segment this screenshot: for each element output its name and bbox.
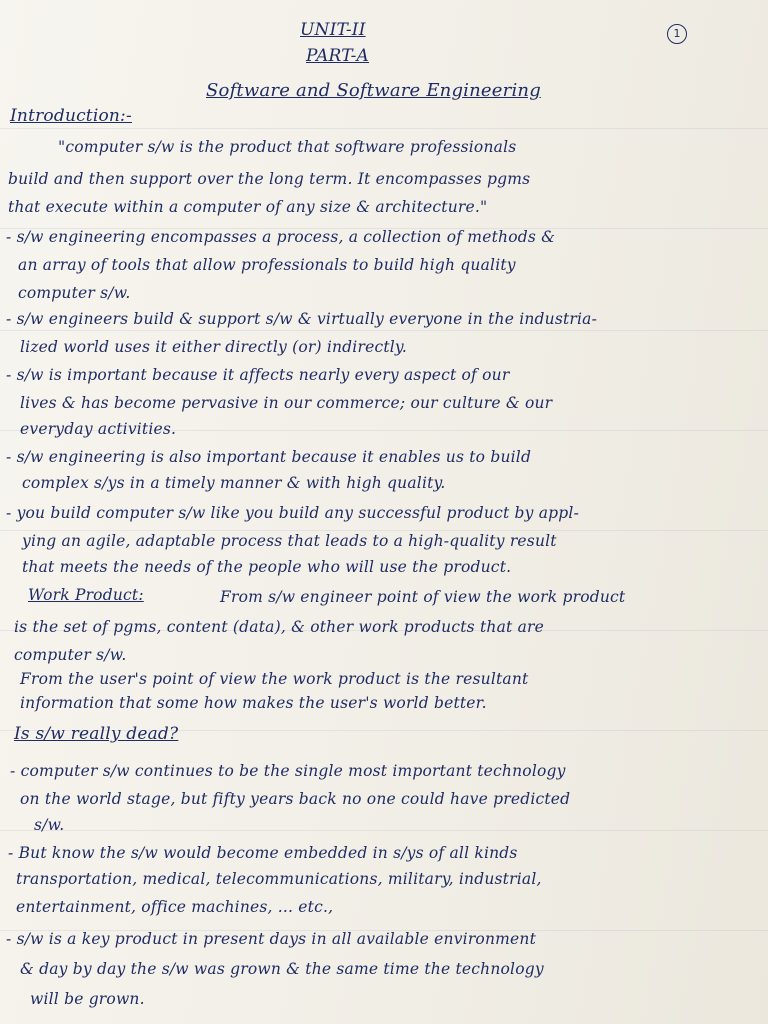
- text-line: complex s/ys in a timely manner & with high quality.: [22, 474, 446, 492]
- text-line: From the user's point of view the work product is the resultant: [20, 670, 529, 688]
- text-line: - computer s/w continues to be the single most important technology: [10, 762, 566, 780]
- text-line: ying an agile, adaptable process that leads to a high-quality result: [22, 532, 557, 550]
- part-title: PART-A: [306, 46, 370, 66]
- text-line: - s/w is a key product in present days in all available environment: [6, 930, 537, 948]
- text-line: lized world uses it either directly (or) indirectly.: [20, 338, 407, 356]
- text-line: - s/w is important because it affects nearly every aspect of our: [6, 366, 510, 384]
- text-line: on the world stage, but fifty years back no one could have predicted: [20, 790, 571, 808]
- text-line: - s/w engineering encompasses a process, a collection of methods &: [6, 228, 556, 246]
- introduction-heading: Introduction:-: [10, 106, 132, 126]
- ruled-line: [0, 530, 768, 531]
- text-line: that execute within a computer of any size & architecture.": [8, 198, 488, 216]
- text-line: - But know the s/w would become embedded in s/ys of all kinds: [8, 844, 518, 862]
- text-line: - you build computer s/w like you build any successful product by appl-: [6, 504, 580, 522]
- text-line: entertainment, office machines, ... etc.,: [16, 898, 334, 916]
- text-line: computer s/w.: [18, 284, 131, 302]
- text-line: & day by day the s/w was grown & the same time the technology: [20, 960, 544, 978]
- text-line: From s/w engineer point of view the work product: [220, 588, 626, 606]
- text-line: - s/w engineering is also important because it enables us to build: [6, 448, 532, 466]
- ruled-line: [0, 128, 768, 129]
- text-line: build and then support over the long term. It encompasses pgms: [8, 170, 531, 188]
- text-line: lives & has become pervasive in our commerce; our culture & our: [20, 394, 553, 412]
- text-line: - s/w engineers build & support s/w & virtually everyone in the industria-: [6, 310, 598, 328]
- work-product-heading: Work Product:: [28, 586, 144, 604]
- text-line: information that some how makes the user's world better.: [20, 694, 487, 712]
- text-line: "computer s/w is the product that software professionals: [58, 138, 517, 156]
- is-sw-dead-heading: Is s/w really dead?: [14, 724, 179, 744]
- text-line: an array of tools that allow professionals to build high quality: [18, 256, 516, 274]
- ruled-line: [0, 830, 768, 831]
- text-line: everyday activities.: [20, 420, 177, 438]
- page-number: 1: [667, 24, 687, 44]
- text-line: that meets the needs of the people who will use the product.: [22, 558, 512, 576]
- text-line: s/w.: [34, 816, 65, 834]
- text-line: transportation, medical, telecommunications, military, industrial,: [16, 870, 542, 888]
- text-line: will be grown.: [30, 990, 145, 1008]
- text-line: is the set of pgms, content (data), & other work products that are: [14, 618, 544, 636]
- ruled-line: [0, 330, 768, 331]
- page-title: Software and Software Engineering: [206, 80, 541, 101]
- unit-title: UNIT-II: [300, 20, 366, 40]
- text-line: computer s/w.: [14, 646, 127, 664]
